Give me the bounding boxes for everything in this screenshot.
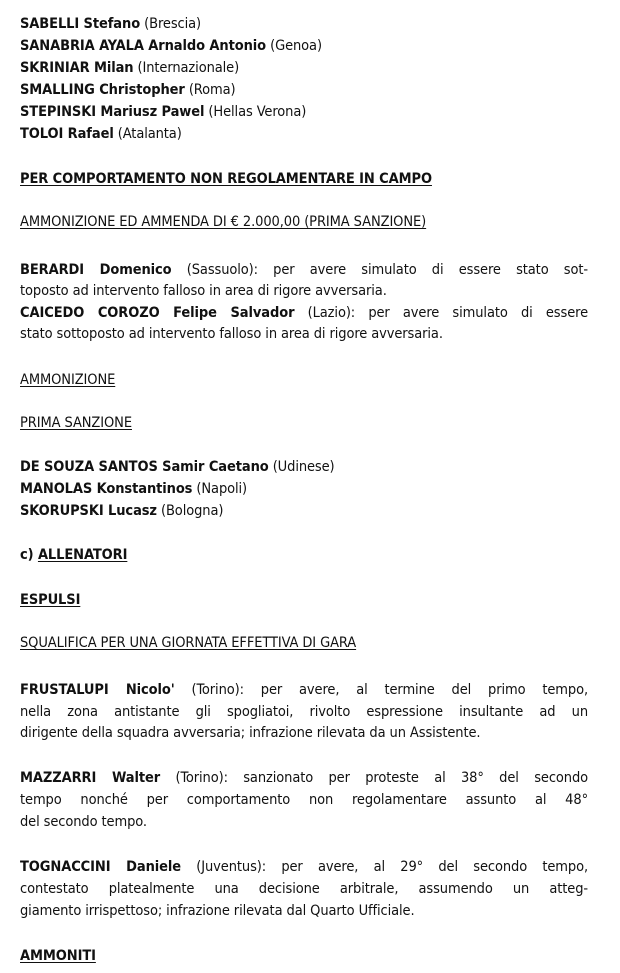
entry-line: TOGNACCINI Daniele (Juventus): per avere, al 29° del secondo tempo, [20, 859, 588, 875]
player-entry: TOLOI Rafael (Atalanta) [20, 126, 182, 142]
entry-line: CAICEDO COROZO Felipe Salvador (Lazio): per avere simulato di essere [20, 305, 588, 321]
entry-line: contestato platealmente una decisione arbitrale, assumendo un atteg- [20, 881, 588, 897]
warned-heading: AMMONITI [20, 948, 96, 964]
entry-line: nella zona antistante gli spogliatoi, rivolto espressione insultante ad un [20, 704, 588, 720]
entry-line: del secondo tempo. [20, 814, 147, 830]
section-heading-warning: AMMONIZIONE [20, 372, 116, 388]
entry-line: MAZZARRI Walter (Torino): sanzionato per proteste al 38° del secondo [20, 770, 589, 786]
player-entry: SKORUPSKI Lucasz (Bologna) [20, 503, 224, 519]
player-entry: SKRINIAR Milan (Internazionale) [20, 60, 240, 76]
player-entry: STEPINSKI Mariusz Pawel (Hellas Verona) [20, 104, 307, 120]
expelled-heading: ESPULSI [20, 592, 81, 608]
subheading-first-sanction: PRIMA SANZIONE [20, 415, 132, 431]
entry-line: dirigente della squadra avversaria; infrazione rilevata da un Assistente. [20, 725, 481, 741]
entry-line: tempo nonché per comportamento non regolamentare assunto al 48° [20, 792, 588, 808]
entry-line: stato sottoposto ad intervento falloso in area di rigore avversaria. [20, 326, 443, 342]
player-entry: MANOLAS Konstantinos (Napoli) [20, 481, 248, 497]
sanction-heading: AMMONIZIONE ED AMMENDA DI € 2.000,00 (PRIMA SANZIONE) [20, 214, 427, 230]
player-entry: DE SOUZA SANTOS Samir Caetano (Udinese) [20, 459, 335, 475]
player-entry: SABELLI Stefano (Brescia) [20, 16, 202, 32]
section-heading-coaches: c) ALLENATORI [20, 547, 128, 563]
sanction-heading: SQUALIFICA PER UNA GIORNATA EFFETTIVA DI GARA [20, 635, 357, 651]
entry-line: FRUSTALUPI Nicolo' (Torino): per avere, al termine del primo tempo, [20, 682, 588, 698]
player-entry: SMALLING Christopher (Roma) [20, 82, 236, 98]
entry-line: BERARDI Domenico (Sassuolo): per avere simulato di essere stato sot- [20, 262, 588, 278]
entry-line: toposto ad intervento falloso in area di rigore avversaria. [20, 283, 387, 299]
entry-line: giamento irrispettoso; infrazione rilevata dal Quarto Ufficiale. [20, 903, 415, 919]
player-entry: SANABRIA AYALA Arnaldo Antonio (Genoa) [20, 38, 322, 54]
section-heading-behavior: PER COMPORTAMENTO NON REGOLAMENTARE IN CAMPO [20, 171, 432, 187]
